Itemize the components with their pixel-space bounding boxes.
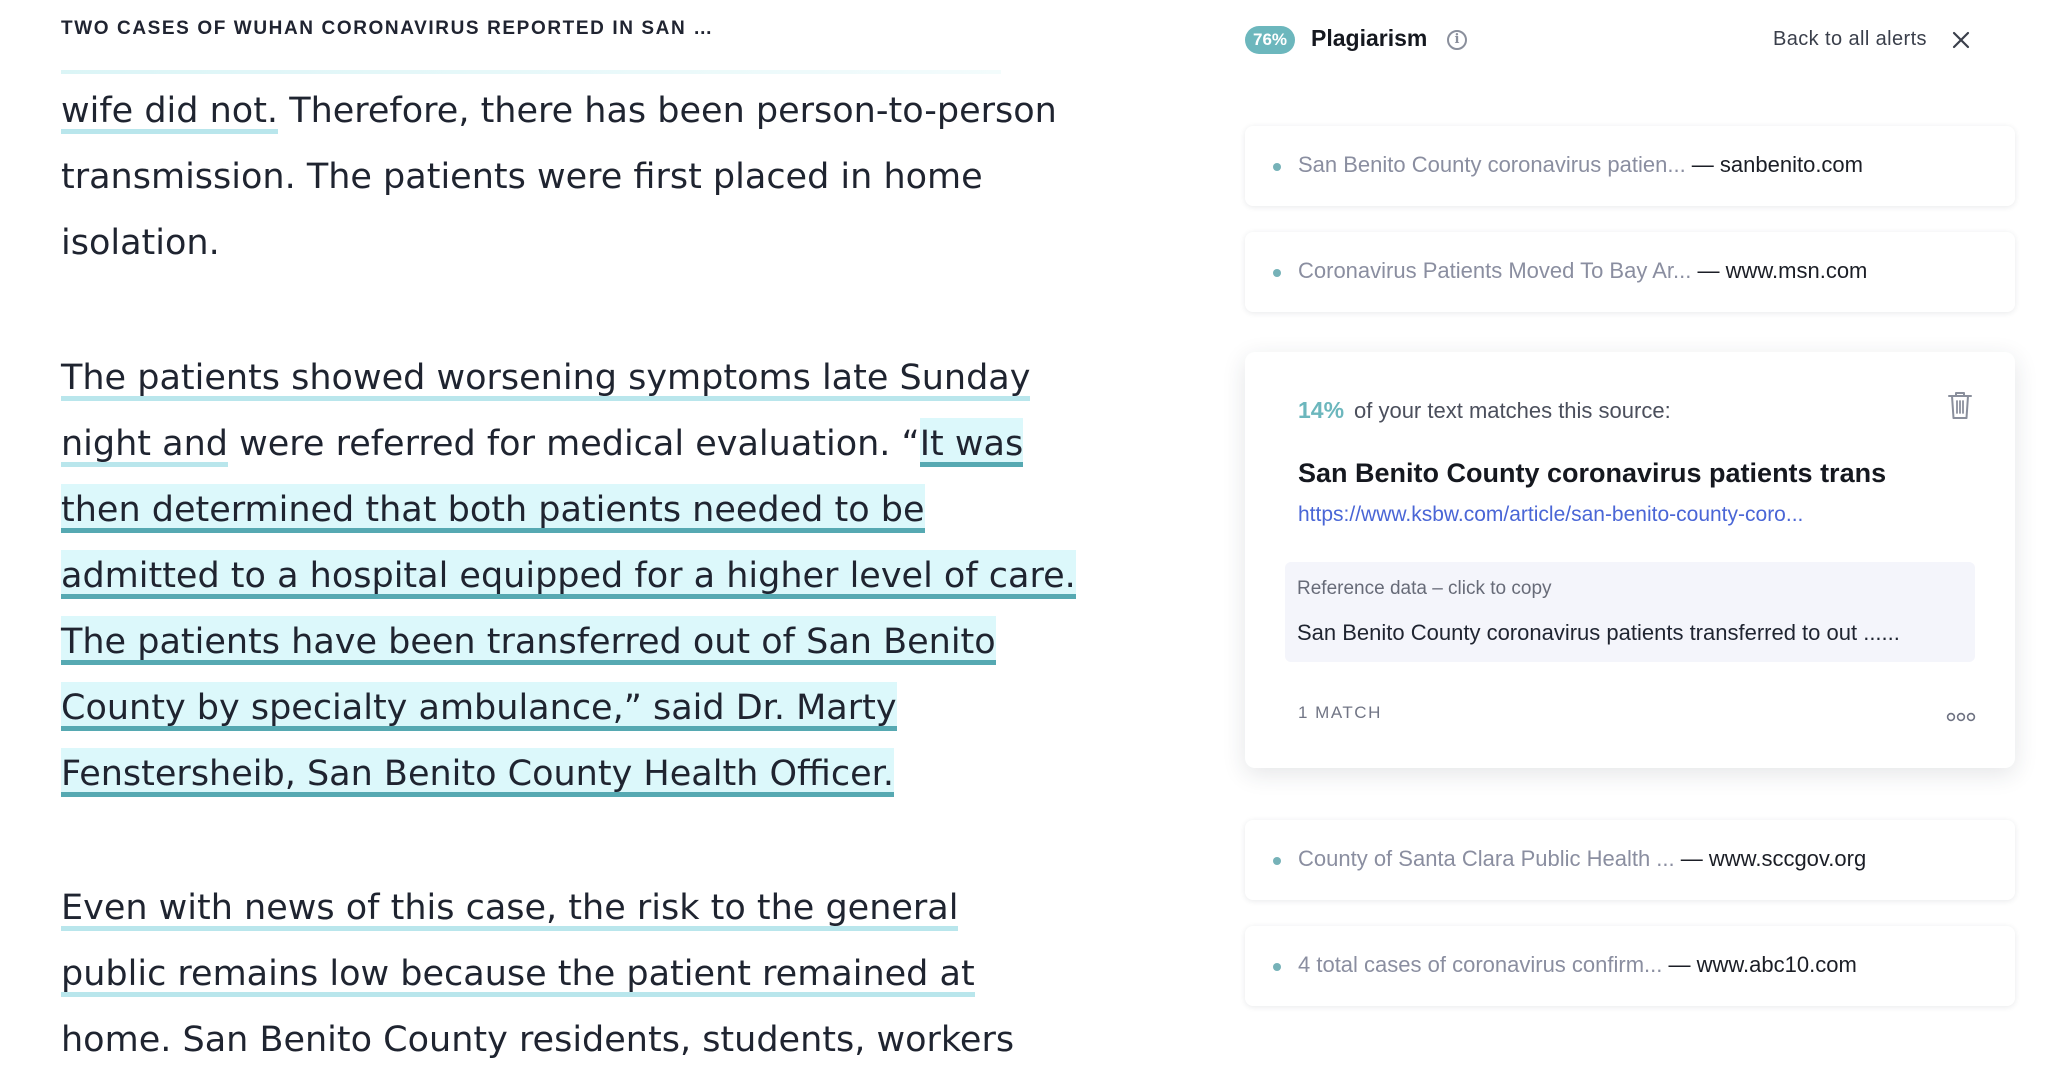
text-line xyxy=(61,477,1076,543)
info-icon[interactable]: i xyxy=(1447,30,1467,50)
text-line xyxy=(61,675,1076,741)
scroll-fade-divider xyxy=(61,70,1001,74)
text-line xyxy=(61,345,1076,411)
body-text: home. San Benito County residents, students, workers xyxy=(61,1020,1015,1060)
highlighted-match-text[interactable]: night and xyxy=(61,424,228,467)
expanded-source-card xyxy=(1245,352,2015,768)
trash-icon[interactable] xyxy=(1946,389,1974,421)
highlighted-match-text[interactable]: It was xyxy=(920,418,1023,467)
highlighted-match-text[interactable]: wife did not. xyxy=(61,91,278,134)
highlighted-match-text[interactable]: Even with news of this case, the risk to the general xyxy=(61,888,958,931)
source-url-link[interactable]: https://www.ksbw.com/article/san-benito-county-coro... xyxy=(1298,503,1804,526)
source-snippet: County of Santa Clara Public Health ... xyxy=(1298,846,1675,871)
source-item[interactable] xyxy=(1245,126,2015,206)
more-options-icon[interactable] xyxy=(1946,709,1976,719)
body-text: were referred for medical evaluation. “ xyxy=(228,424,920,464)
bullet-dot-icon xyxy=(1273,857,1281,865)
highlighted-match-text[interactable]: The patients have been transferred out of San Benito xyxy=(61,616,996,665)
highlighted-match-text[interactable]: public remains low because the patient remained at xyxy=(61,954,975,997)
highlighted-match-text[interactable]: then determined that both patients needed to be xyxy=(61,484,925,533)
reference-data-text: San Benito County coronavirus patients transferred to out ...... xyxy=(1297,620,1900,645)
highlighted-match-text[interactable]: admitted to a hospital equipped for a higher level of care. xyxy=(61,550,1076,599)
source-domain: — sanbenito.com xyxy=(1685,152,1863,177)
source-snippet: 4 total cases of coronavirus confirm... xyxy=(1298,952,1663,977)
text-line xyxy=(61,741,1076,807)
source-title: San Benito County coronavirus patients trans xyxy=(1298,458,1887,488)
body-text: transmission. The patients were first placed in home xyxy=(61,157,983,197)
match-percent: 14% xyxy=(1298,397,1345,423)
text-line xyxy=(61,78,1057,144)
highlighted-match-text[interactable]: County by specialty ambulance,” said Dr. Marty xyxy=(61,682,897,731)
text-line xyxy=(61,144,1057,210)
document-paragraph[interactable] xyxy=(61,875,1014,1073)
text-line xyxy=(61,609,1076,675)
source-domain: — www.sccgov.org xyxy=(1674,846,1867,871)
body-text: isolation. xyxy=(61,223,220,263)
document-paragraph[interactable] xyxy=(61,345,1076,807)
bullet-dot-icon xyxy=(1273,269,1281,277)
text-line xyxy=(61,411,1076,477)
match-percent-text: of your text matches this source: xyxy=(1354,398,1671,423)
body-text: Therefore, there has been person-to-person xyxy=(278,91,1057,131)
document-title: TWO CASES OF WUHAN CORONAVIRUS REPORTED IN SAN … xyxy=(61,18,714,39)
source-snippet: San Benito County coronavirus patien... xyxy=(1298,152,1686,177)
reference-data-label: Reference data – click to copy xyxy=(1297,578,1552,599)
text-line xyxy=(61,543,1076,609)
match-count: 1 MATCH xyxy=(1298,703,1382,722)
source-item[interactable] xyxy=(1245,820,2015,900)
text-line xyxy=(61,875,1014,941)
source-domain: — www.msn.com xyxy=(1691,258,1868,283)
highlighted-match-text[interactable]: The patients showed worsening symptoms late Sunday xyxy=(61,358,1030,401)
source-item[interactable] xyxy=(1245,926,2015,1006)
source-domain: — www.abc10.com xyxy=(1662,952,1857,977)
close-icon[interactable] xyxy=(1950,29,1972,51)
bullet-dot-icon xyxy=(1273,163,1281,171)
panel-title: Plagiarism xyxy=(1311,25,1428,51)
back-to-alerts-link[interactable]: Back to all alerts xyxy=(1773,28,1927,50)
plagiarism-score-badge: 76% xyxy=(1245,26,1295,54)
text-line xyxy=(61,210,1057,276)
text-line xyxy=(61,1007,1014,1073)
source-snippet: Coronavirus Patients Moved To Bay Ar... xyxy=(1298,258,1692,283)
bullet-dot-icon xyxy=(1273,963,1281,971)
text-line xyxy=(61,941,1014,1007)
highlighted-match-text[interactable]: Fenstersheib, San Benito County Health Officer. xyxy=(61,748,894,797)
reference-data-box[interactable] xyxy=(1285,562,1975,662)
source-item[interactable] xyxy=(1245,232,2015,312)
document-paragraph[interactable] xyxy=(61,78,1057,276)
